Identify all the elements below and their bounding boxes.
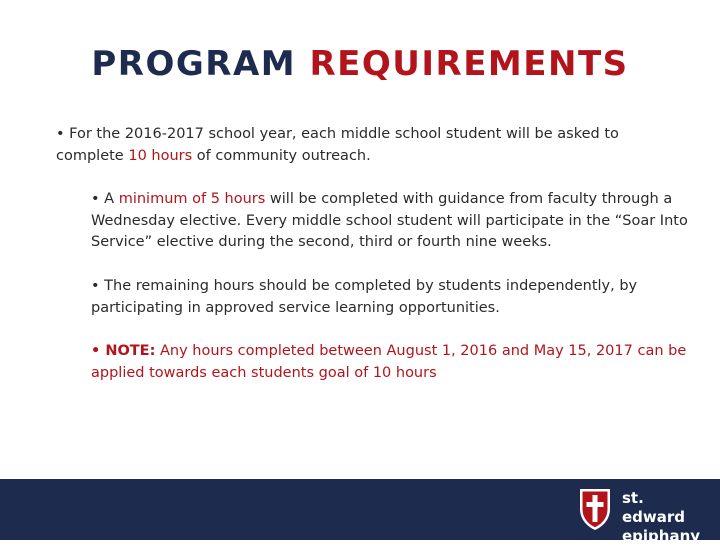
bullet-remaining-hours bbox=[91, 276, 691, 319]
bullet-text: • A bbox=[91, 191, 119, 207]
bullet-minimum-hours bbox=[91, 189, 691, 254]
title-word-program: PROGRAM bbox=[91, 44, 297, 84]
page-title bbox=[0, 44, 720, 84]
school-logo bbox=[578, 487, 710, 545]
logo-line-2: epiphany bbox=[622, 527, 701, 545]
bullet-note bbox=[91, 341, 691, 384]
highlight-10-hours: 10 hours bbox=[128, 147, 193, 164]
logo-line-1: st. edward bbox=[622, 489, 686, 526]
bullet-school-year bbox=[56, 124, 676, 167]
logo-wordmark bbox=[622, 489, 710, 546]
bullet-text: • For the 2016-2017 school year, each middle school student will be asked to complete bbox=[56, 126, 619, 164]
cross-shield-icon bbox=[578, 487, 612, 531]
bullet-text: Any hours completed between August 1, 2016 and May 15, 2017 can be applied towards each students goal of 10 hours bbox=[91, 343, 687, 381]
footer-bar bbox=[0, 479, 720, 545]
bullet-text: • The remaining hours should be completed by students independently, by participating in approved service learning opportunities. bbox=[91, 278, 638, 316]
title-word-requirements: REQUIREMENTS bbox=[309, 44, 629, 84]
highlight-minimum-5-hours: minimum of 5 hours bbox=[118, 191, 266, 207]
bullet-text: will be completed with guidance from faculty through a Wednesday elective. Every middle school student will participate in the “Soar Into Service” elective during the second, third or fourth nine weeks. bbox=[91, 191, 688, 250]
note-label: • NOTE: bbox=[91, 343, 156, 359]
bullet-text: of community outreach. bbox=[192, 147, 371, 164]
